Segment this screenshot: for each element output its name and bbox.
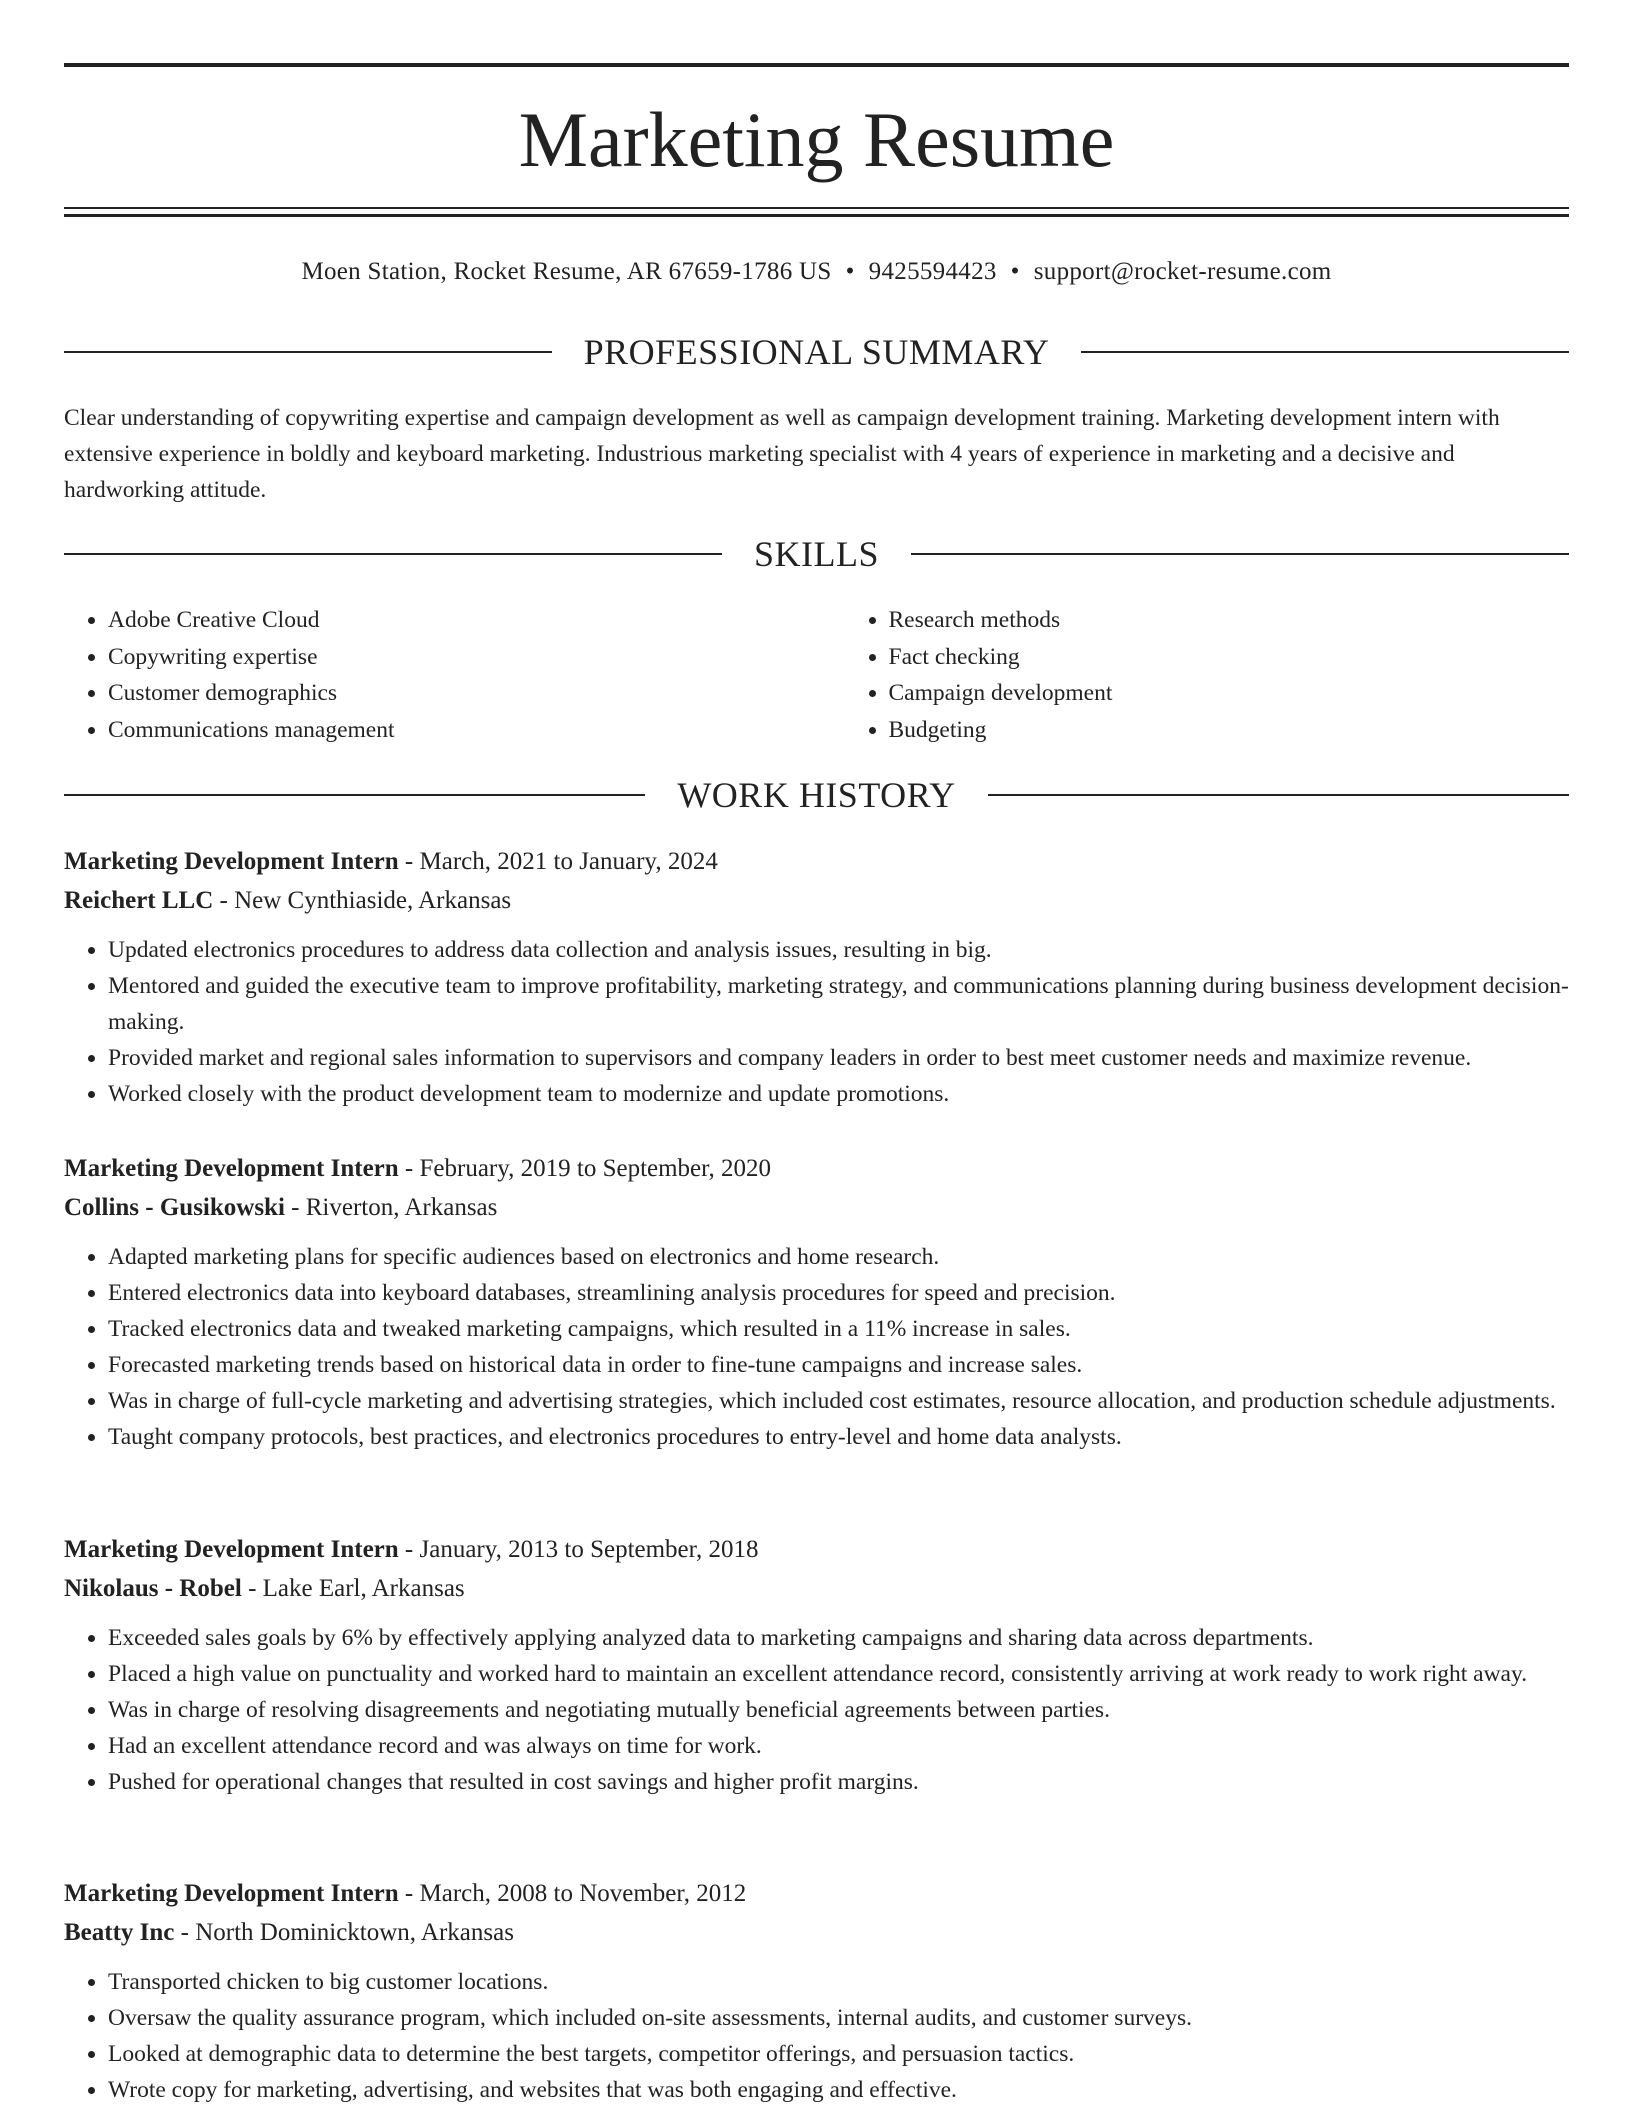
skills-column-left	[64, 602, 789, 748]
job-bullets	[64, 932, 1569, 1112]
heading-rule	[988, 794, 1569, 796]
job-dates: - January, 2013 to September, 2018	[398, 1536, 759, 1563]
job-bullet: • Entered electronics data into keyboard databases, streamlining analysis procedures for speed and precision.	[108, 1275, 1569, 1311]
job-title-line	[64, 1874, 1569, 1913]
job-bullet: • Forecasted marketing trends based on historical data in order to fine-tune campaigns and increase sales.	[108, 1347, 1569, 1383]
job-bullet: • Pushed for operational changes that resulted in cost savings and higher profit margins.	[108, 1764, 1569, 1800]
skill-item: • Campaign development	[889, 675, 1570, 712]
job-dates: - February, 2019 to September, 2020	[398, 1155, 771, 1182]
skill-item: • Research methods	[889, 602, 1570, 639]
skill-item: • Customer demographics	[108, 675, 789, 712]
job-bullet: • Placed a high value on punctuality and worked hard to maintain an excellent attendance record, consistently arriving at work ready to work right away.	[108, 1656, 1569, 1692]
skill-item: • Adobe Creative Cloud	[108, 602, 789, 639]
job-bullets	[64, 1620, 1569, 1800]
work-heading	[64, 775, 1569, 815]
job-company-line	[64, 1569, 1569, 1608]
job-entry	[64, 1530, 1569, 1800]
contact-email[interactable]: support@rocket-resume.com	[1033, 258, 1332, 285]
job-bullet: • Adapted marketing plans for specific audiences based on electronics and home research.	[108, 1239, 1569, 1275]
job-location: - Lake Earl, Arkansas	[241, 1575, 465, 1602]
job-bullets	[64, 1964, 1569, 2108]
skills-heading	[64, 534, 1569, 574]
job-bullet: • Provided market and regional sales information to supervisors and company leaders in order to best meet customer needs and maximize revenue.	[108, 1040, 1569, 1076]
job-location: - North Dominicktown, Arkansas	[174, 1919, 514, 1946]
contact-line	[64, 256, 1569, 288]
skills-heading-text: SKILLS	[754, 534, 880, 574]
job-bullet: • Oversaw the quality assurance program, which included on-site assessments, internal audits, and customer surveys.	[108, 2000, 1569, 2036]
job-title-line	[64, 1149, 1569, 1188]
job-bullet: • Taught company protocols, best practices, and electronics procedures to entry-level and home data analysts.	[108, 1419, 1569, 1455]
skill-item: • Fact checking	[889, 639, 1570, 676]
heading-rule	[64, 553, 722, 555]
job-title-line	[64, 842, 1569, 881]
work-heading-text: WORK HISTORY	[677, 775, 956, 815]
skill-item: • Budgeting	[889, 712, 1570, 749]
job-dates: - March, 2008 to November, 2012	[398, 1880, 747, 1907]
job-bullet: • Mentored and guided the executive team to improve profitability, marketing strategy, and communications planning during business development decision-making.	[108, 968, 1569, 1040]
job-location: - New Cynthiaside, Arkansas	[213, 887, 512, 914]
job-location: - Riverton, Arkansas	[284, 1194, 498, 1221]
skills-column-right	[789, 602, 1570, 748]
skill-item: • Communications management	[108, 712, 789, 749]
job-bullet: • Worked closely with the product development team to modernize and update promotions.	[108, 1076, 1569, 1112]
job-company: Reichert LLC	[64, 887, 214, 914]
title-double-rule	[64, 207, 1569, 217]
job-entry	[64, 842, 1569, 1112]
job-company-line	[64, 1913, 1569, 1952]
heading-rule	[1081, 351, 1569, 353]
skills-list	[64, 602, 1569, 748]
job-company-line	[64, 1188, 1569, 1227]
job-bullets	[64, 1239, 1569, 1455]
resume-title: Marketing Resume	[518, 96, 1115, 183]
job-bullet: • Updated electronics procedures to address data collection and analysis issues, resulting in big.	[108, 932, 1569, 968]
skill-item: • Copywriting expertise	[108, 639, 789, 676]
job-company-line	[64, 881, 1569, 920]
job-bullet: • Transported chicken to big customer locations.	[108, 1964, 1569, 2000]
job-entry	[64, 1874, 1569, 2108]
contact-phone[interactable]: 9425594423	[868, 258, 997, 285]
job-bullet: • Tracked electronics data and tweaked marketing campaigns, which resulted in a 11% increase in sales.	[108, 1311, 1569, 1347]
job-title: Marketing Development Intern	[64, 1155, 399, 1182]
job-entry	[64, 1149, 1569, 1455]
job-title: Marketing Development Intern	[64, 848, 399, 875]
job-bullet: • Wrote copy for marketing, advertising, and websites that was both engaging and effective.	[108, 2072, 1569, 2108]
contact-address: Moen Station, Rocket Resume, AR 67659-1786 US	[301, 258, 832, 285]
top-rule	[64, 63, 1569, 67]
heading-rule	[64, 351, 552, 353]
summary-heading-text: PROFESSIONAL SUMMARY	[583, 332, 1050, 372]
job-title-line	[64, 1530, 1569, 1569]
job-company: Collins - Gusikowski	[64, 1194, 285, 1221]
job-title: Marketing Development Intern	[64, 1536, 399, 1563]
heading-rule	[911, 553, 1569, 555]
job-company: Beatty Inc	[64, 1919, 175, 1946]
job-bullet: • Was in charge of full-cycle marketing and advertising strategies, which included cost estimates, resource allocation, and production schedule adjustments.	[108, 1383, 1569, 1419]
heading-rule	[64, 794, 645, 796]
job-bullet: • Exceeded sales goals by 6% by effectively applying analyzed data to marketing campaigns and sharing data across departments.	[108, 1620, 1569, 1656]
contact-separator: •	[845, 258, 855, 285]
job-dates: - March, 2021 to January, 2024	[398, 848, 718, 875]
summary-text: Clear understanding of copywriting expertise and campaign development as well as campaign development training. Marketing development intern with extensive experience in boldly and keyboard marketing. Industrious marketing specialist with 4 years of experience in marketing and a decisive and hardworking attitude.	[64, 405, 1500, 503]
job-bullet: • Had an excellent attendance record and was always on time for work.	[108, 1728, 1569, 1764]
summary-heading	[64, 332, 1569, 372]
job-title: Marketing Development Intern	[64, 1880, 399, 1907]
job-bullet: • Was in charge of resolving disagreements and negotiating mutually beneficial agreements between parties.	[108, 1692, 1569, 1728]
contact-separator: •	[1010, 258, 1020, 285]
job-company: Nikolaus - Robel	[64, 1575, 242, 1602]
job-bullet: • Looked at demographic data to determine the best targets, competitor offerings, and persuasion tactics.	[108, 2036, 1569, 2072]
